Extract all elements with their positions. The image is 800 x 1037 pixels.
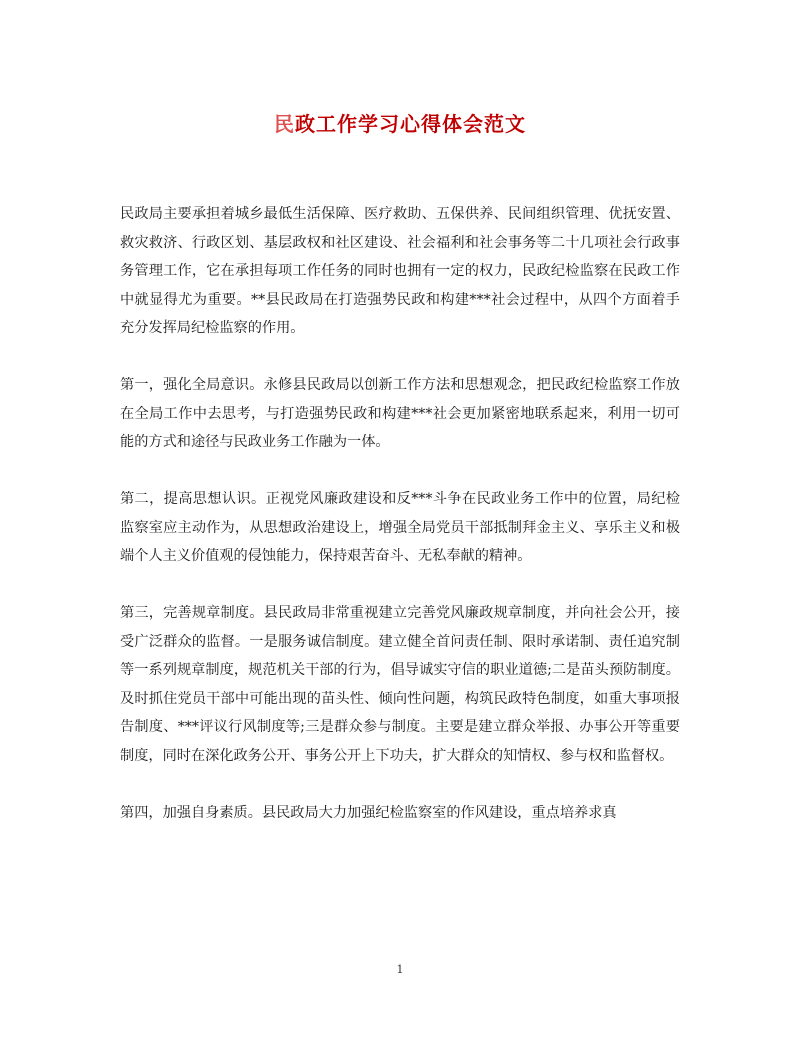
paragraph-second: 第二，提高思想认识。正视党风廉政建设和反***斗争在民政业务工作中的位置，局纪检监察室应主动作为，从思想政治建设上，增强全局党员干部抵制拜金主义、享乐主义和极端个人主义价值观的侵蚀能力，保持艰苦奋斗、无私奉献的精神。	[120, 491, 680, 564]
paragraph-first: 第一，强化全局意识。永修县民政局以创新工作方法和思想观念，把民政纪检监察工作放在全局工作中去思考，与打造强势民政和构建***社会更加紧密地联系起来，利用一切可能的方式和途径与民政业务工作融为一体。	[120, 377, 680, 450]
page-title	[0, 108, 800, 137]
page-number: 1	[396, 963, 404, 976]
paragraph-intro: 民政局主要承担着城乡最低生活保障、医疗救助、五保供养、民间组织管理、优抚安置、救灾救济、行政区划、基层政权和社区建设、社会福利和社会事务等二十几项社会行政事务管理工作，它在承担每项工作任务的同时也拥有一定的权力，民政纪检监察在民政工作中就显得尤为重要。**县民政局在打造强势民政和构建***社会过程中，从四个方面着手充分发挥局纪检监察的作用。	[120, 206, 680, 336]
paragraph-fourth: 第四，加强自身素质。县民政局大力加强纪检监察室的作风建设，重点培养求真	[120, 804, 617, 821]
title-first-char: 民	[274, 112, 295, 136]
paragraph-third: 第三，完善规章制度。县民政局非常重视建立完善党风廉政规章制度，并向社会公开，接受广泛群众的监督。一是服务诚信制度。建立健全首问责任制、限时承诺制、责任追究制等一系列规章制度，规范机关干部的行为，倡导诚实守信的职业道德;二是苗头预防制度。及时抓住党员干部中可能出现的苗头性、倾向性问题，构筑民政特色制度，如重大事项报告制度、***评议行风制度等;三是群众参与制度。主要是建立群众举报、办事公开等重要制度，同时在深化政务公开、事务公开上下功夫，扩大群众的知情权、参与权和监督权。	[120, 605, 680, 764]
document-body	[120, 200, 680, 856]
title-rest: 政工作学习心得体会范文	[295, 112, 526, 136]
